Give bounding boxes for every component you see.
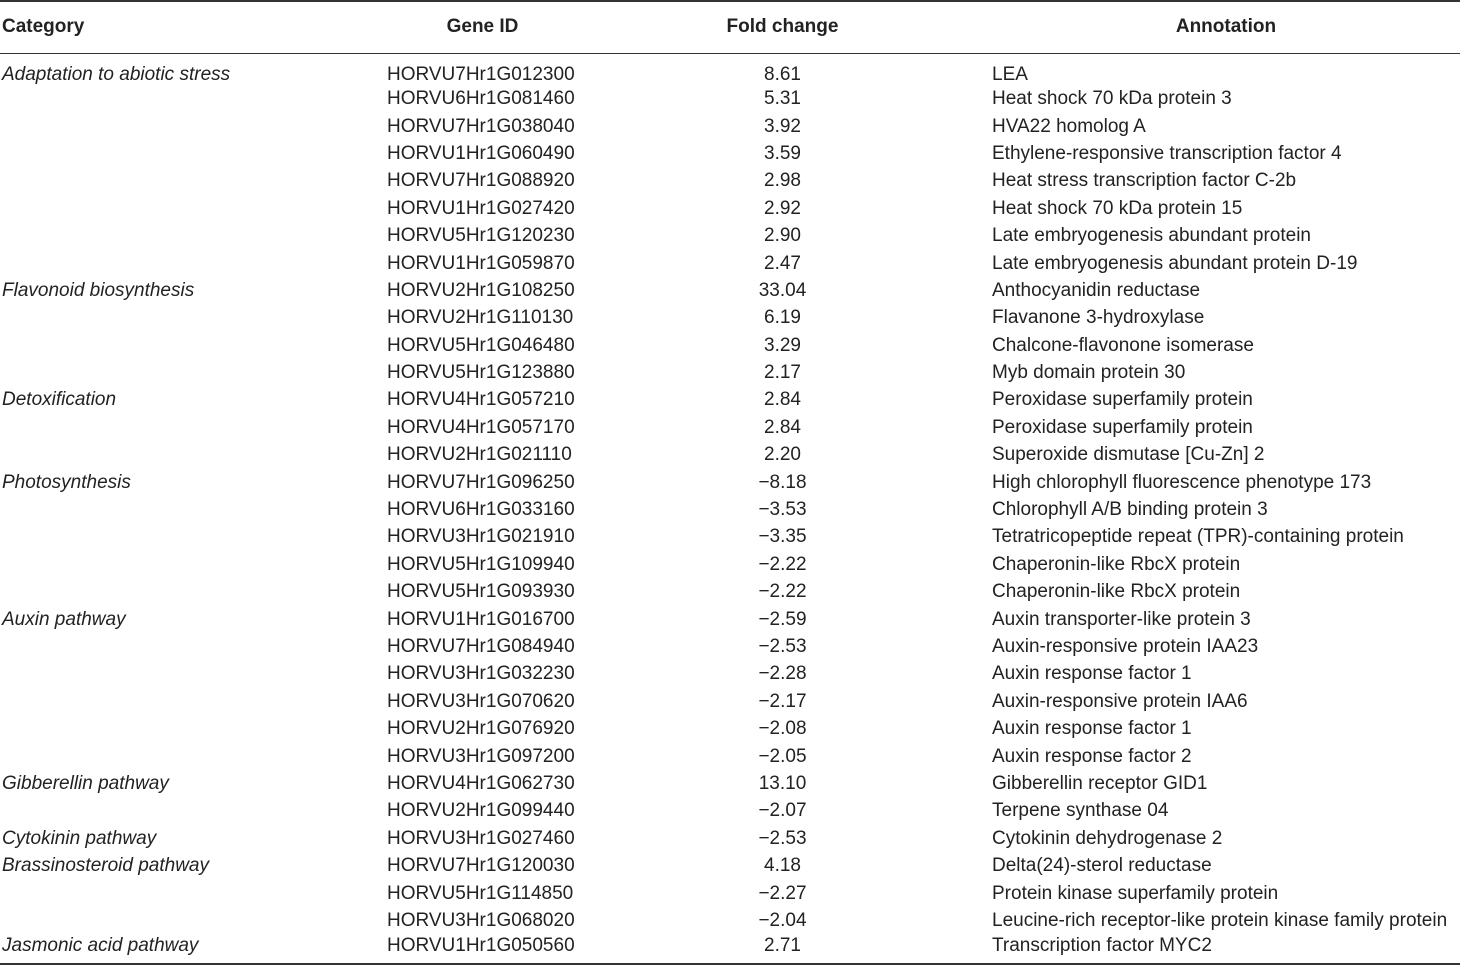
- cell-category: Adaptation to abiotic stress: [2, 63, 231, 85]
- cell-gene-id: HORVU1Hr1G050560: [380, 935, 585, 964]
- cell-category: [0, 688, 380, 715]
- cell-annotation: HVA22 homolog A: [992, 115, 1146, 137]
- cell-annotation: Cytokinin dehydrogenase 2: [992, 827, 1223, 849]
- cell-gene-id: HORVU2Hr1G108250: [387, 279, 575, 301]
- cell-category: [0, 359, 380, 386]
- cell-category: [0, 633, 380, 660]
- cell-annotation: Chlorophyll A/B binding protein 3: [992, 499, 1268, 521]
- cell-category: [0, 579, 380, 606]
- cell-category: [0, 140, 380, 167]
- cell-annotation: Chaperonin-like RbcX protein: [992, 581, 1241, 603]
- cell-gene-id: HORVU1Hr1G016700: [387, 608, 575, 630]
- table-row: [0, 633, 1460, 660]
- cell-gene-id: HORVU5Hr1G123880: [387, 362, 575, 384]
- cell-fold-change: −2.17: [758, 690, 807, 712]
- cell-gene-id: HORVU7Hr1G012300: [387, 63, 575, 85]
- cell-fold-change: 2.84: [764, 416, 801, 438]
- cell-annotation: Myb domain protein 30: [992, 362, 1186, 384]
- cell-fold-change: 5.31: [764, 88, 801, 110]
- table-row: [0, 852, 1460, 879]
- cell-category: [0, 907, 380, 934]
- cell-category: Cytokinin pathway: [2, 827, 157, 849]
- cell-annotation: Late embryogenesis abundant protein D-19: [992, 252, 1358, 274]
- table-row: [0, 715, 1460, 742]
- cell-category: [0, 414, 380, 441]
- table-row: [0, 935, 1460, 964]
- cell-annotation: Delta(24)-sterol reductase: [992, 855, 1212, 877]
- table-body: [0, 53, 1460, 964]
- cell-gene-id: HORVU3Hr1G097200: [387, 745, 575, 767]
- cell-category: Auxin pathway: [2, 608, 126, 630]
- cell-fold-change: 2.84: [764, 389, 801, 411]
- cell-annotation: Anthocyanidin reductase: [992, 279, 1201, 301]
- cell-fold-change: −8.18: [758, 471, 807, 493]
- header-gene-id: Gene ID: [380, 1, 585, 53]
- cell-annotation: Auxin transporter-like protein 3: [992, 608, 1251, 630]
- cell-gene-id: HORVU5Hr1G114850: [387, 882, 574, 904]
- cell-annotation: Heat shock 70 kDa protein 3: [992, 88, 1232, 110]
- table-row: [0, 551, 1460, 578]
- cell-annotation: Auxin response factor 2: [992, 745, 1192, 767]
- cell-annotation: Transcription factor MYC2: [980, 935, 1460, 964]
- cell-gene-id: HORVU7Hr1G084940: [387, 636, 575, 657]
- cell-fold-change: −2.59: [758, 608, 807, 630]
- cell-category: [0, 113, 380, 140]
- table-row: [0, 770, 1460, 797]
- cell-gene-id: HORVU1Hr1G059870: [387, 252, 575, 274]
- table-row: [0, 524, 1460, 551]
- cell-gene-id: HORVU3Hr1G032230: [387, 663, 575, 685]
- cell-fold-change: −3.35: [758, 526, 807, 548]
- cell-annotation: Tetratricopeptide repeat (TPR)-containing protein: [992, 526, 1404, 548]
- cell-annotation: Ethylene-responsive transcription factor 4: [992, 142, 1342, 164]
- table-row: [0, 606, 1460, 633]
- header-annotation: Annotation: [980, 1, 1460, 53]
- table-row: [0, 907, 1460, 934]
- cell-annotation: Auxin response factor 1: [992, 663, 1192, 685]
- cell-gene-id: HORVU7Hr1G038040: [387, 115, 575, 137]
- cell-fold-change: 4.18: [764, 855, 801, 877]
- cell-fold-change: 33.04: [758, 279, 807, 301]
- cell-gene-id: HORVU4Hr1G062730: [387, 772, 575, 794]
- cell-gene-id: HORVU3Hr1G070620: [387, 690, 575, 712]
- cell-fold-change: 13.10: [758, 772, 807, 794]
- cell-category: [0, 222, 380, 249]
- cell-category: Detoxification: [2, 389, 117, 411]
- table-row: [0, 387, 1460, 414]
- cell-gene-id: HORVU1Hr1G027420: [387, 197, 575, 219]
- cell-gene-id: HORVU5Hr1G093930: [387, 581, 575, 603]
- header-fold-change: Fold change: [585, 1, 980, 53]
- cell-fold-change: −2.08: [758, 718, 807, 740]
- cell-fold-change: 2.90: [764, 225, 801, 247]
- cell-gene-id: HORVU4Hr1G057210: [387, 389, 575, 411]
- cell-fold-change: −3.53: [758, 499, 807, 521]
- cell-gene-id: HORVU1Hr1G060490: [387, 142, 575, 164]
- cell-category: [0, 195, 380, 222]
- cell-annotation: LEA: [992, 63, 1028, 85]
- cell-fold-change: 2.71: [585, 935, 980, 964]
- cell-annotation: Heat stress transcription factor C-2b: [992, 170, 1297, 192]
- table-row: [0, 86, 1460, 113]
- cell-annotation: Auxin-responsive protein IAA23: [992, 636, 1259, 657]
- table-row: [0, 661, 1460, 688]
- table-row: [0, 825, 1460, 852]
- cell-annotation: Peroxidase superfamily protein: [992, 416, 1253, 438]
- cell-annotation: Chaperonin-like RbcX protein: [992, 553, 1241, 575]
- table-row: [0, 743, 1460, 770]
- cell-category: Photosynthesis: [2, 471, 131, 493]
- cell-category: Jasmonic acid pathway: [0, 935, 380, 964]
- cell-fold-change: −2.27: [758, 882, 807, 904]
- cell-fold-change: −2.04: [758, 909, 807, 931]
- cell-gene-id: HORVU5Hr1G120230: [387, 225, 575, 247]
- cell-gene-id: HORVU5Hr1G109940: [387, 553, 575, 575]
- cell-category: Gibberellin pathway: [2, 772, 169, 794]
- table-row: [0, 53, 1460, 86]
- cell-fold-change: −2.05: [758, 745, 807, 767]
- table-row: [0, 359, 1460, 386]
- cell-annotation: Heat shock 70 kDa protein 15: [992, 197, 1243, 219]
- cell-category: [0, 496, 380, 523]
- cell-category: [0, 168, 380, 195]
- cell-category: [0, 305, 380, 332]
- cell-fold-change: 2.20: [764, 444, 801, 466]
- cell-fold-change: −2.07: [758, 800, 807, 822]
- table-row: [0, 140, 1460, 167]
- header-category: Category: [0, 1, 380, 53]
- cell-gene-id: HORVU7Hr1G096250: [387, 471, 575, 493]
- table-row: [0, 442, 1460, 469]
- table-row: [0, 113, 1460, 140]
- cell-category: [0, 743, 380, 770]
- header-row: [0, 1, 1460, 53]
- table-row: [0, 332, 1460, 359]
- cell-category: [0, 880, 380, 907]
- cell-gene-id: HORVU3Hr1G021910: [387, 526, 575, 548]
- cell-annotation: Leucine-rich receptor-like protein kinase family protein: [992, 909, 1448, 931]
- cell-category: [0, 715, 380, 742]
- table-row: [0, 798, 1460, 825]
- cell-gene-id: HORVU2Hr1G099440: [387, 800, 575, 822]
- cell-category: Brassinosteroid pathway: [2, 855, 209, 877]
- cell-gene-id: HORVU2Hr1G110130: [387, 307, 574, 329]
- cell-gene-id: HORVU6Hr1G081460: [387, 88, 575, 110]
- cell-fold-change: 3.29: [764, 334, 801, 356]
- cell-annotation: Chalcone-flavonone isomerase: [992, 334, 1254, 356]
- cell-annotation: Gibberellin receptor GID1: [992, 772, 1208, 794]
- cell-gene-id: HORVU3Hr1G068020: [387, 909, 575, 931]
- cell-category: [0, 551, 380, 578]
- cell-fold-change: 6.19: [764, 307, 801, 329]
- cell-gene-id: HORVU7Hr1G120030: [387, 855, 575, 877]
- table-row: [0, 222, 1460, 249]
- cell-fold-change: 8.61: [764, 63, 801, 85]
- table-row: [0, 195, 1460, 222]
- table-row: [0, 305, 1460, 332]
- table-row: [0, 277, 1460, 304]
- cell-gene-id: HORVU6Hr1G033160: [387, 499, 575, 521]
- table-row: [0, 688, 1460, 715]
- cell-category: Flavonoid biosynthesis: [2, 279, 195, 301]
- cell-gene-id: HORVU7Hr1G088920: [387, 170, 575, 192]
- cell-fold-change: 3.92: [764, 115, 801, 137]
- cell-gene-id: HORVU5Hr1G046480: [387, 334, 575, 356]
- cell-annotation: Peroxidase superfamily protein: [992, 389, 1253, 411]
- cell-annotation: Auxin response factor 1: [992, 718, 1192, 740]
- cell-gene-id: HORVU4Hr1G057170: [387, 416, 575, 438]
- cell-annotation: Auxin-responsive protein IAA6: [992, 690, 1248, 712]
- cell-category: [0, 661, 380, 688]
- cell-category: [0, 250, 380, 277]
- cell-gene-id: HORVU2Hr1G021110: [387, 444, 572, 466]
- cell-fold-change: 3.59: [764, 142, 801, 164]
- cell-fold-change: 2.17: [764, 362, 801, 384]
- cell-fold-change: −2.22: [758, 553, 807, 575]
- cell-fold-change: −2.53: [758, 827, 807, 849]
- table-row: [0, 496, 1460, 523]
- cell-fold-change: −2.28: [758, 663, 807, 685]
- table-row: [0, 579, 1460, 606]
- table-row: [0, 880, 1460, 907]
- cell-annotation: Protein kinase superfamily protein: [992, 882, 1279, 904]
- table-row: [0, 469, 1460, 496]
- table-header: [0, 1, 1460, 53]
- table-row: [0, 414, 1460, 441]
- cell-fold-change: 2.98: [764, 170, 801, 192]
- cell-category: [0, 86, 380, 113]
- table-row: [0, 250, 1460, 277]
- table-row: [0, 168, 1460, 195]
- cell-fold-change: −2.53: [758, 636, 807, 657]
- cell-annotation: High chlorophyll fluorescence phenotype 173: [992, 471, 1372, 493]
- cell-category: [0, 332, 380, 359]
- cell-annotation: Superoxide dismutase [Cu-Zn] 2: [992, 444, 1265, 466]
- cell-fold-change: −2.22: [758, 581, 807, 603]
- cell-category: [0, 798, 380, 825]
- cell-fold-change: 2.92: [764, 197, 801, 219]
- cell-category: [0, 524, 380, 551]
- cell-annotation: Late embryogenesis abundant protein: [992, 225, 1312, 247]
- cell-gene-id: HORVU3Hr1G027460: [387, 827, 575, 849]
- cell-annotation: Terpene synthase 04: [992, 800, 1169, 822]
- cell-gene-id: HORVU2Hr1G076920: [387, 718, 575, 740]
- cell-fold-change: 2.47: [764, 252, 801, 274]
- cell-category: [0, 442, 380, 469]
- cell-annotation: Flavanone 3-hydroxylase: [992, 307, 1205, 329]
